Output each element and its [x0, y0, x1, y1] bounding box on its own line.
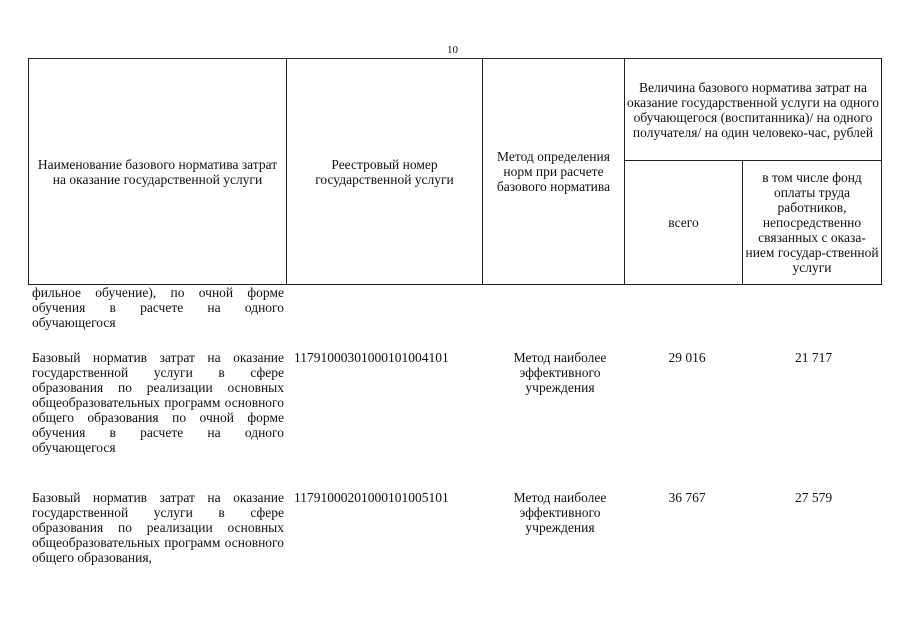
header-name-column: Наименование базового норматива затрат на оказание государственной услуги: [29, 59, 287, 285]
header-value-group: Величина базового норматива затрат на оказание государственной услуги на одного обучающегося (воспитанника)/ на одного получателя/ на один человеко-час, рублей: [625, 59, 882, 161]
row-total: 29 016: [668, 350, 706, 365]
row-registry-number: 11791000301000101004101: [294, 350, 449, 365]
row-registry-number: 11791000201000101005101: [294, 490, 449, 505]
row-method: Метод наиболее эффективного учреждения: [513, 350, 607, 395]
row-name: Базовый норматив затрат на оказание государственной услуги в сфере образования по реализации основных общеобразовательных программ основного общего образования,: [32, 490, 284, 565]
header-total-column: всего: [625, 161, 743, 285]
row-total: 36 767: [668, 490, 706, 505]
table-header: [28, 58, 882, 285]
row-name: Базовый норматив затрат на оказание государственной услуги в сфере образования по реализации основных общеобразовательных программ основного общего образования по очной форме обучения в расчете на одного обучающегося: [32, 350, 284, 455]
row-method: Метод наиболее эффективного учреждения: [513, 490, 607, 535]
page-number: 10: [447, 44, 458, 56]
header-method-column: Метод определения норм при расчете базового норматива: [483, 59, 625, 285]
header-fund-column: в том числе фонд оплаты труда работников, непосредственно связанных с оказа-нием государ-ственной услуги: [743, 161, 882, 285]
row-fund: 21 717: [794, 350, 833, 365]
row-name: фильное обучение), по очной форме обучения в расчете на одного обучающегося: [32, 285, 284, 330]
row-fund: 27 579: [794, 490, 833, 505]
header-registry-column: Реестровый номер государственной услуги: [287, 59, 483, 285]
